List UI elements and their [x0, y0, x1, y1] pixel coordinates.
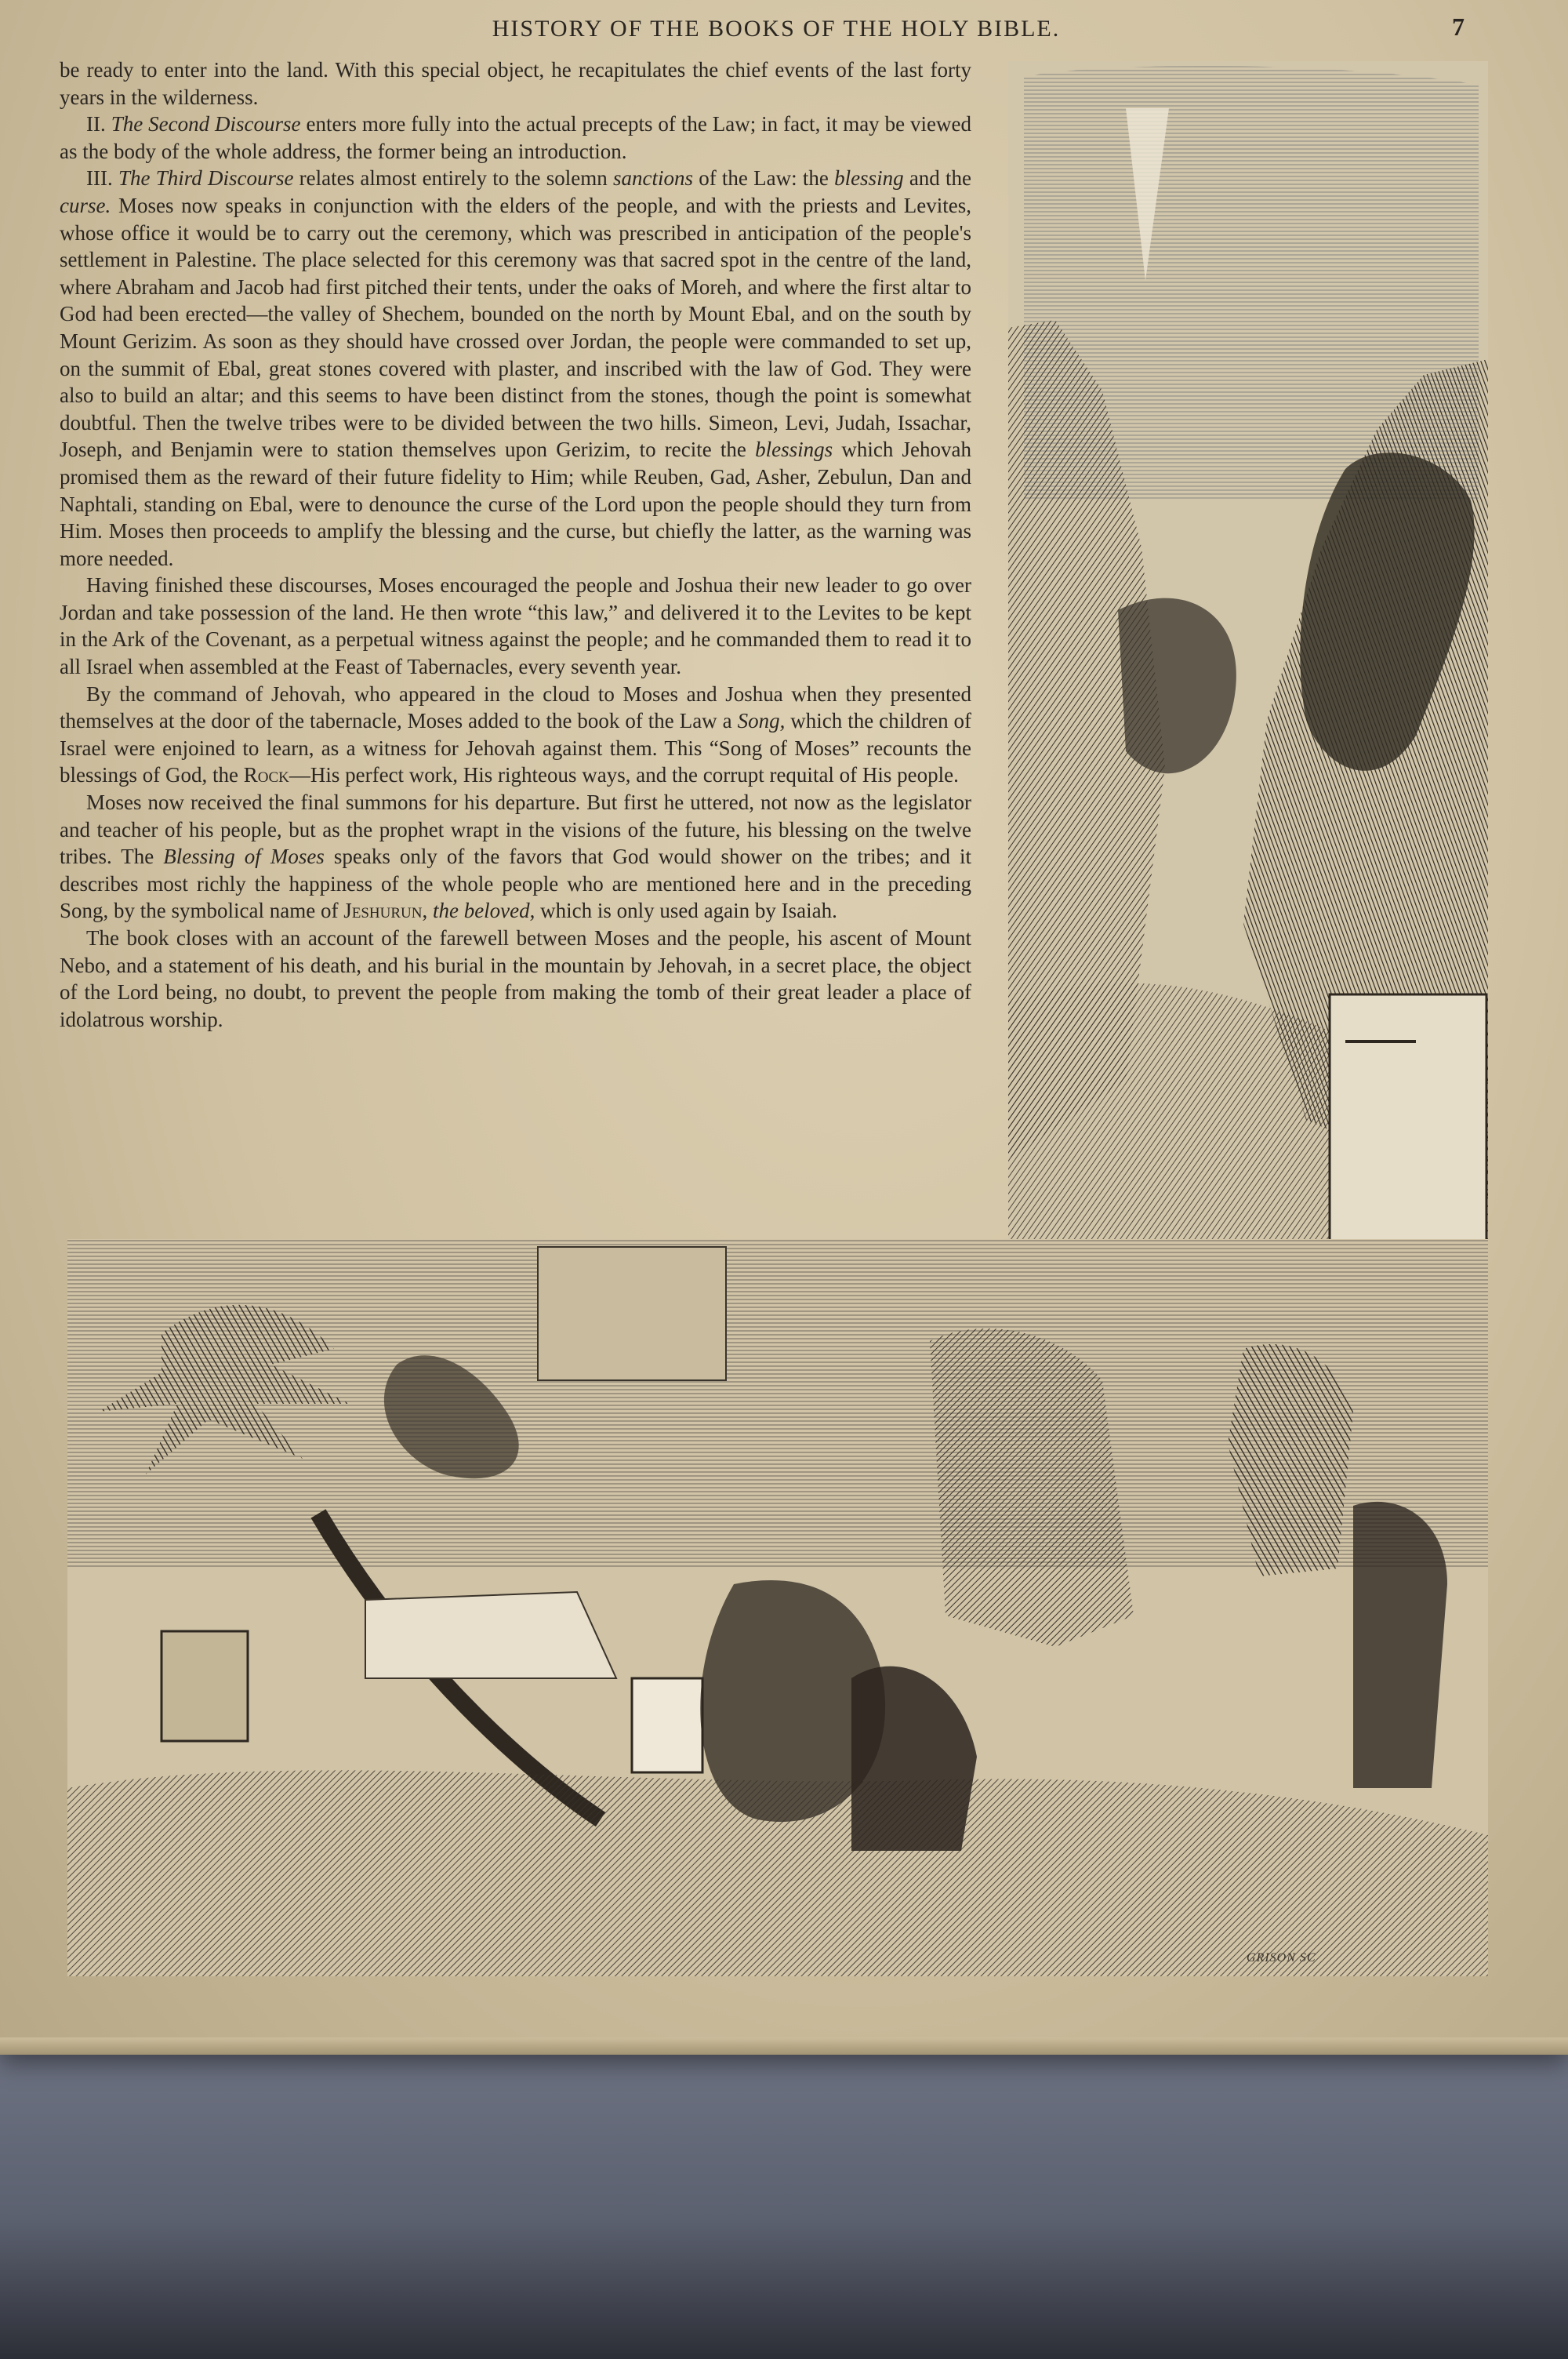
small-caps-term: Jeshurun, [343, 899, 428, 923]
italic-term: sanctions [612, 166, 693, 191]
city-wall [538, 1247, 726, 1380]
engraving-altar-scene [67, 1239, 1488, 1976]
italic-term: Blessing of Moses [163, 845, 325, 869]
foreground-ground [67, 1770, 1488, 1976]
mountain-engraving-art [1008, 61, 1488, 1253]
paragraph-text: be ready to enter into the land. With this special object, he recapitulates the chief events of the last forty years in the wilderness. [60, 58, 971, 109]
engraving-mountains [1008, 61, 1488, 1253]
paragraph-conclusion [60, 925, 971, 1033]
stone-altar [162, 1631, 248, 1741]
paragraph-farewell [60, 572, 971, 680]
paragraph-text: The book closes with an account of the farewell between Moses and the people, his ascent of Mount Nebo, and a statement of his death, and his burial in the mountain by Jehovah, in a secret place, the object of the Lord being, no doubt, to prevent the people from making the tomb of their great leader a place of idolatrous worship. [60, 926, 971, 1031]
paragraph-second-discourse [60, 111, 971, 165]
paragraph-text: which Jehovah promised them as the reward of their future fidelity to Him; while Reuben, Gad, Asher, Zebulun, Dan and Naphtali, standing on Ebal, were to denounce the curse of the Lord upon the people should they turn from Him. Moses then proceeds to amplify the blessing and the curse, but chiefly the latter, as the warning was more needed. [60, 438, 971, 570]
paragraph-text: —His perfect work, His righteous ways, and the corrupt requital of His people. [289, 763, 959, 787]
paragraph-text: of the Law: the [699, 166, 829, 191]
italic-term: the beloved, [432, 899, 535, 923]
paragraph-song [60, 681, 971, 789]
paragraph-text: speaks only of the favors that God would shower on the tribes; and it describes most richly the happiness of the whole people who are mentioned here and in the preceding Song, by the symbolical name of [60, 845, 971, 923]
engraver-signature: GRISON SC [1247, 1951, 1316, 1965]
paragraph-text: Moses now speaks in conjunction with the elders of the people, and with the priests and Levites, whose office it would be to carry out the ceremony, which was prescribed in anticipation of the people's settlement in Palestine. The place selected for this ceremony was that sacred spot in the centre of the land, where Abraham and Jacob had first pitched their tents, under the oaks of Moreh, and where the first altar to God had been erected—the valley of Shechem, bounded on the north by Mount Ebal, and on the south by Mount Gerizim. As soon as they should have crossed over Jordan, the people were commanded to set up, on the summit of Ebal, great stones covered with plaster, and inscribed with the law of God. They were also to build an altar; and this seems to have been distinct from the stones, though the point is somewhat doubtful. Then the twelve tribes were to be divided between the two hills. Simeon, Levi, Judah, Issachar, Joseph, and Benjamin were to station themselves upon Gerizim, to recite the [60, 193, 972, 462]
small-caps-term: Rock [243, 763, 289, 787]
paragraph-text: Having finished these discourses, Moses encouraged the people and Joshua their new leader to go over Jordan and take possession of the land. He then wrote “this law,” and delivered it to the Levites to be kept in the Ark of the Covenant, as a perpetual witness against the people; and he commanded them to read it to all Israel when assembled at the Feast of Tabernacles, every seventh year. [60, 573, 971, 679]
page-edge [0, 2037, 1568, 2055]
paragraph-blessing [60, 789, 971, 925]
inscribed-stone [1330, 994, 1486, 1253]
altar-scene-art [67, 1239, 1488, 1976]
table-backdrop [0, 2047, 1568, 2359]
armored-soldier [1353, 1502, 1447, 1788]
paragraph-text: which is only used again by Isaiah. [540, 899, 837, 923]
section-title: The Second Discourse [111, 112, 301, 136]
paragraph-text: By the command of Jehovah, who appeared in the cloud to Moses and Joshua when they presented themselves at the door of the tabernacle, Moses added to the book of the Law a [60, 682, 971, 733]
paragraph-text: Moses now received the final summons for his departure. But first he uttered, not now as the legislator and teacher of his people, but as the prophet wrapt in the visions of the future, his blessing on the twelve tribes. The [60, 791, 971, 869]
paragraph-text: and the [909, 166, 972, 191]
body-text-column [60, 56, 971, 1225]
paragraph-text: enters more fully into the actual precepts of the Law; in fact, it may be viewed as the body of the whole address, the former being an introduction. [60, 112, 972, 163]
running-head: HISTORY OF THE BOOKS OF THE HOLY BIBLE. [492, 16, 1061, 42]
section-number: III. [86, 166, 113, 191]
tent [365, 1592, 616, 1678]
italic-term: blessings [755, 438, 833, 462]
section-number: II. [86, 112, 106, 136]
italic-term: curse. [60, 193, 111, 217]
italic-term: Song, [737, 709, 786, 733]
paragraph-text: relates almost entirely to the solemn [299, 166, 608, 191]
section-title: The Third Discourse [118, 166, 294, 191]
paragraph-text: which the children of Israel were enjoined to learn, as a witness for Jehovah against them. This “Song of Moses” recounts the blessings of God, the [60, 709, 972, 787]
page-number: 7 [1452, 13, 1465, 41]
paragraph-1 [60, 56, 971, 111]
altar-of-incense [632, 1678, 702, 1772]
italic-term: blessing [834, 166, 904, 191]
paragraph-third-discourse [60, 165, 971, 572]
